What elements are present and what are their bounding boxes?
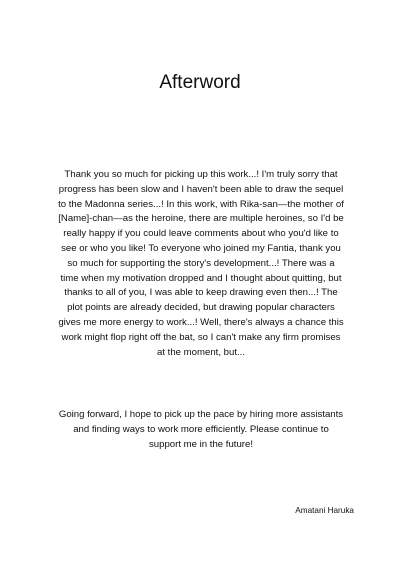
afterword-paragraph-2: Going forward, I hope to pick up the pace by hiring more assistants and finding ways to work more efficiently. Please continue to support me in the future! (58, 409, 344, 450)
author-signature: Amatani Haruka (295, 506, 354, 515)
afterword-paragraph-1: Thank you so much for picking up this work...! I'm truly sorry that progress has been slow and I haven't been able to draw the sequel to the Madonna series...! In this work, with Rika-san—the mother of [Name]-chan—as the heroine, there are multiple heroines, so I'd be really happy if you could leave comments about who you'd like to see or who you like! To everyone who joined my Fantia, thank you so much for supporting the story's development...! There was a time when my motivation dropped and I thought about quitting, but thanks to all of you, I was able to keep drawing even then...! The plot points are already decided, but drawing popular characters gives me more energy to work...! Well, there's always a chance this work might flop right off the bat, so I can't make any firm promises at the moment, but... (58, 169, 344, 358)
page-title: Afterword (159, 72, 241, 93)
